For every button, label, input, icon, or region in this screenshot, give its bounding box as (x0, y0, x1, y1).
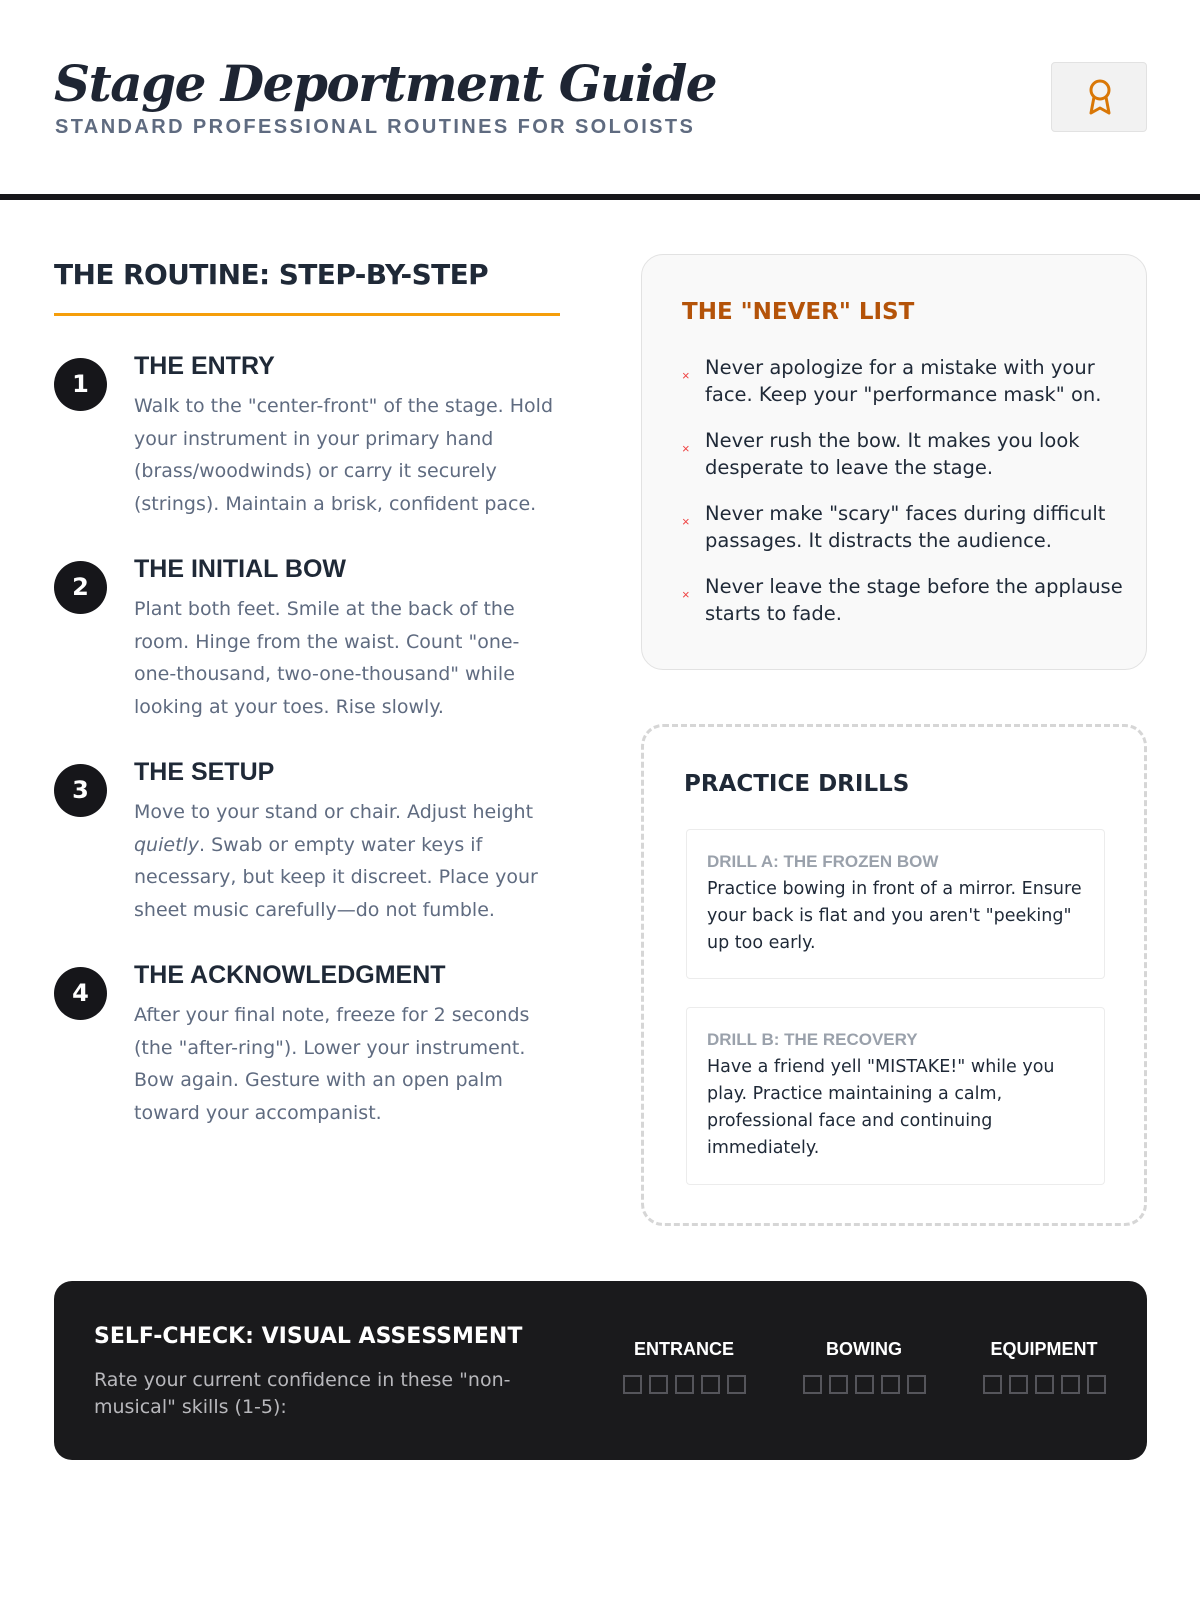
x-mark-icon: × (682, 514, 690, 529)
rating-checkbox[interactable] (1087, 1375, 1106, 1394)
routine-heading: THE ROUTINE: STEP-BY-STEP (54, 258, 489, 291)
rating-label: EQUIPMENT (990, 1339, 1098, 1359)
step-number: 3 (54, 764, 107, 817)
rating-checkbox[interactable] (881, 1375, 900, 1394)
step-body: Walk to the "center-front" of the stage. Hold your instrument in your primary hand (brass/woodwinds) or carry it securely (strings). Maintain a brisk, confident pace. (134, 395, 554, 515)
step-title: THE SETUP (134, 758, 275, 786)
step-title: THE INITIAL BOW (134, 555, 347, 583)
rating-checkbox[interactable] (1009, 1375, 1028, 1394)
rating-boxes (794, 1375, 934, 1394)
x-mark-icon: × (682, 368, 690, 383)
never-list-card (641, 254, 1147, 670)
drill-recovery (686, 1007, 1105, 1185)
rating-checkbox[interactable] (803, 1375, 822, 1394)
rating-label: ENTRANCE (633, 1339, 734, 1359)
never-list-text: Never make "scary" faces during difficult passages. It distracts the audience. (705, 502, 1106, 552)
rating-checkbox[interactable] (855, 1375, 874, 1394)
rating-checkbox[interactable] (649, 1375, 668, 1394)
step-number: 4 (54, 967, 107, 1020)
drill-label: DRILL A: THE FROZEN BOW (707, 852, 939, 871)
rating-entrance (614, 1339, 754, 1394)
step-title: THE ACKNOWLEDGMENT (134, 961, 446, 989)
self-check-heading: SELF-CHECK: VISUAL ASSESSMENT (94, 1324, 523, 1349)
rating-checkbox[interactable] (1061, 1375, 1080, 1394)
page-title: Stage Deportment Guide (54, 54, 717, 113)
rating-bowing (794, 1339, 934, 1394)
step-body: After your final note, freeze for 2 seconds (the "after-ring"). Lower your instrument. Bow again. Gesture with an open palm toward your accompanist. (134, 1004, 530, 1124)
page-header (0, 0, 1200, 200)
step-body-text: . Swab or empty water keys if necessary, but keep it discreet. Place your sheet music carefully—do not fumble. (134, 833, 538, 921)
x-mark-icon: × (682, 441, 690, 456)
practice-drills-heading: PRACTICE DRILLS (684, 771, 910, 797)
rating-boxes (974, 1375, 1114, 1394)
x-mark-icon: × (682, 587, 690, 602)
step-body: Plant both feet. Smile at the back of the room. Hinge from the waist. Count "one-one-thousand, two-one-thousand" while looking at your toes. Rise slowly. (134, 598, 520, 718)
rating-checkbox[interactable] (675, 1375, 694, 1394)
step-body-emphasis: quietly (134, 833, 200, 856)
rating-checkbox[interactable] (623, 1375, 642, 1394)
never-list-text: Never apologize for a mistake with your face. Keep your "performance mask" on. (705, 356, 1102, 406)
step-body-text: Move to your stand or chair. Adjust height (134, 801, 534, 823)
rating-label: BOWING (826, 1339, 902, 1359)
rating-checkbox[interactable] (907, 1375, 926, 1394)
rating-checkbox[interactable] (1035, 1375, 1054, 1394)
never-list-text: Never leave the stage before the applause starts to fade. (705, 575, 1123, 625)
step-number: 2 (54, 561, 107, 614)
rating-checkbox[interactable] (983, 1375, 1002, 1394)
step-body (134, 796, 559, 926)
drill-text: Practice bowing in front of a mirror. Ensure your back is flat and you aren't "peeking" up too early. (707, 879, 1082, 953)
rating-checkbox[interactable] (727, 1375, 746, 1394)
self-check-instructions: Rate your current confidence in these "non-musical" skills (1-5): (94, 1369, 511, 1418)
rating-checkbox[interactable] (701, 1375, 720, 1394)
rating-equipment (974, 1339, 1114, 1394)
step-title: THE ENTRY (134, 352, 275, 380)
never-list-heading: THE "NEVER" LIST (682, 299, 915, 325)
drill-frozen-bow (686, 829, 1105, 979)
rating-checkbox[interactable] (829, 1375, 848, 1394)
drill-text: Have a friend yell "MISTAKE!" while you play. Practice maintaining a calm, professional face and continuing immediately. (707, 1057, 1055, 1158)
heading-divider (54, 313, 560, 316)
page-subtitle: STANDARD PROFESSIONAL ROUTINES FOR SOLOISTS (55, 116, 696, 138)
badge (1051, 62, 1147, 132)
step-number: 1 (54, 358, 107, 411)
drill-label: DRILL B: THE RECOVERY (707, 1030, 918, 1049)
award-ribbon-icon (1085, 77, 1115, 117)
practice-drills-card (641, 724, 1147, 1226)
self-check-panel (54, 1281, 1147, 1460)
rating-boxes (614, 1375, 754, 1394)
never-list-text: Never rush the bow. It makes you look desperate to leave the stage. (705, 429, 1080, 479)
